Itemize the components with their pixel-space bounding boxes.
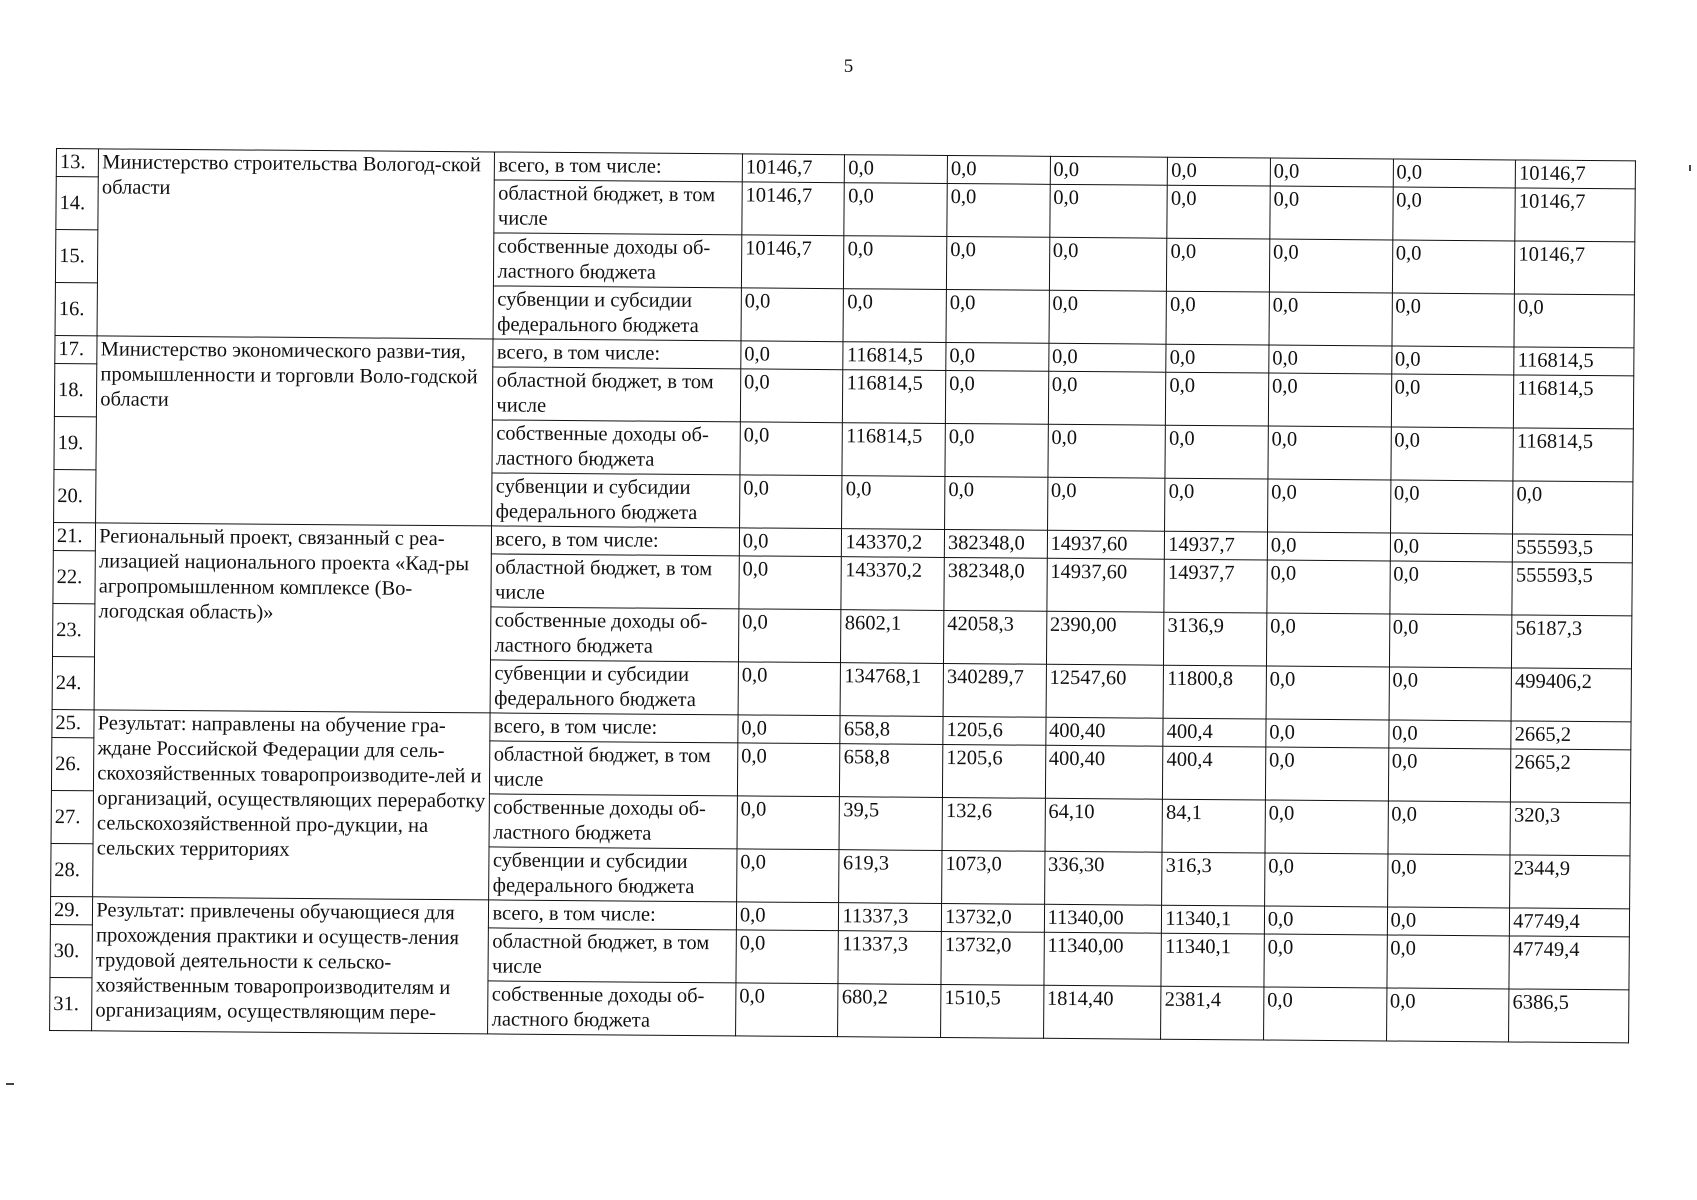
row-number: 16. bbox=[55, 282, 98, 335]
year-value: 11340,1 bbox=[1162, 905, 1265, 934]
year-value: 0,0 bbox=[1267, 532, 1390, 561]
total-value: 0,0 bbox=[1513, 481, 1633, 535]
year-value: 336,30 bbox=[1044, 851, 1162, 905]
row-number: 28. bbox=[51, 843, 94, 896]
funding-source: всего, в том числе: bbox=[495, 152, 743, 182]
year-value: 0,0 bbox=[945, 423, 1048, 477]
year-value: 14937,60 bbox=[1047, 558, 1165, 612]
year-value: 0,0 bbox=[1269, 345, 1392, 374]
year-value: 0,0 bbox=[1388, 801, 1511, 855]
total-value: 320,3 bbox=[1510, 802, 1630, 856]
year-value: 0,0 bbox=[1165, 425, 1268, 479]
funding-source: всего, в том числе: bbox=[493, 339, 741, 369]
year-value: 0,0 bbox=[1388, 748, 1511, 802]
row-number: 19. bbox=[54, 416, 97, 469]
year-value: 0,0 bbox=[740, 369, 843, 423]
year-value: 0,0 bbox=[1049, 237, 1167, 291]
year-value: 0,0 bbox=[1387, 907, 1510, 936]
year-value: 11337,3 bbox=[838, 931, 941, 985]
budget-table-container bbox=[49, 148, 1636, 1043]
row-number: 14. bbox=[56, 177, 99, 230]
total-value: 499406,2 bbox=[1511, 668, 1631, 722]
year-value: 0,0 bbox=[845, 155, 948, 184]
year-value: 0,0 bbox=[1048, 424, 1166, 478]
year-value: 400,4 bbox=[1163, 718, 1266, 747]
row-number: 23. bbox=[53, 603, 96, 656]
funding-source: областной бюджет, в том числе bbox=[488, 928, 736, 983]
funding-source: всего, в том числе: bbox=[490, 713, 738, 743]
year-value: 0,0 bbox=[1264, 906, 1387, 935]
year-value: 0,0 bbox=[1393, 159, 1516, 188]
row-number: 27. bbox=[51, 790, 94, 843]
year-value: 11800,8 bbox=[1163, 665, 1266, 719]
year-value: 0,0 bbox=[945, 476, 1048, 530]
year-value: 0,0 bbox=[1268, 426, 1391, 480]
year-value: 0,0 bbox=[946, 236, 1049, 290]
year-value: 0,0 bbox=[1388, 720, 1511, 749]
year-value: 0,0 bbox=[736, 930, 839, 984]
year-value: 0,0 bbox=[1266, 719, 1389, 748]
year-value: 14937,60 bbox=[1047, 530, 1165, 559]
year-value: 0,0 bbox=[1386, 988, 1509, 1042]
funding-source: областной бюджет, в том числе bbox=[491, 554, 739, 609]
year-value: 0,0 bbox=[738, 609, 841, 663]
year-value: 0,0 bbox=[739, 556, 842, 610]
year-value: 0,0 bbox=[1166, 291, 1269, 345]
year-value: 680,2 bbox=[838, 984, 941, 1038]
year-value: 116814,5 bbox=[842, 423, 945, 477]
year-value: 0,0 bbox=[741, 288, 844, 342]
row-number: 17. bbox=[55, 335, 97, 363]
total-value: 47749,4 bbox=[1509, 936, 1629, 990]
year-value: 0,0 bbox=[1168, 157, 1271, 186]
year-value: 0,0 bbox=[1048, 371, 1166, 425]
year-value: 0,0 bbox=[1167, 238, 1270, 292]
year-value: 14937,7 bbox=[1165, 531, 1268, 560]
year-value: 1510,5 bbox=[941, 984, 1044, 1038]
margin-mark bbox=[6, 1083, 14, 1085]
year-value: 10146,7 bbox=[741, 235, 844, 289]
year-value: 143370,2 bbox=[841, 557, 944, 611]
funding-source: субвенции и субсидии федерального бюджета bbox=[493, 286, 741, 341]
year-value: 0,0 bbox=[1270, 158, 1393, 187]
year-value: 0,0 bbox=[945, 370, 1048, 424]
year-value: 0,0 bbox=[1389, 614, 1512, 668]
year-value: 0,0 bbox=[739, 475, 842, 529]
table-body bbox=[50, 149, 1636, 1043]
year-value: 0,0 bbox=[1386, 935, 1509, 989]
row-number: 15. bbox=[55, 230, 98, 283]
year-value: 0,0 bbox=[1048, 343, 1166, 372]
margin-mark bbox=[1689, 165, 1691, 171]
year-value: 0,0 bbox=[1263, 987, 1386, 1041]
total-value: 555593,5 bbox=[1513, 534, 1633, 563]
row-number: 13. bbox=[56, 149, 98, 177]
total-value: 116814,5 bbox=[1513, 428, 1633, 482]
year-value: 340289,7 bbox=[943, 663, 1046, 717]
year-value: 0,0 bbox=[1392, 240, 1515, 294]
year-value: 1205,6 bbox=[942, 744, 1045, 798]
year-value: 0,0 bbox=[737, 743, 840, 797]
year-value: 400,4 bbox=[1163, 746, 1266, 800]
row-number: 20. bbox=[54, 469, 97, 522]
year-value: 0,0 bbox=[741, 341, 844, 370]
year-value: 143370,2 bbox=[842, 529, 945, 558]
year-value: 0,0 bbox=[843, 289, 946, 343]
year-value: 0,0 bbox=[946, 342, 1049, 371]
year-value: 0,0 bbox=[1390, 533, 1513, 562]
budget-table bbox=[49, 148, 1636, 1043]
total-value: 2344,9 bbox=[1510, 855, 1630, 909]
year-value: 0,0 bbox=[1392, 187, 1515, 241]
funding-source: субвенции и субсидии федерального бюджета bbox=[491, 660, 739, 715]
year-value: 0,0 bbox=[1265, 747, 1388, 801]
funding-source: областной бюджет, в том числе bbox=[490, 741, 738, 796]
year-value: 0,0 bbox=[1049, 290, 1167, 344]
year-value: 8602,1 bbox=[841, 610, 944, 664]
total-value: 555593,5 bbox=[1512, 562, 1632, 616]
year-value: 400,40 bbox=[1045, 717, 1163, 746]
year-value: 0,0 bbox=[1050, 156, 1168, 185]
total-value: 2665,2 bbox=[1511, 721, 1631, 750]
year-value: 0,0 bbox=[740, 422, 843, 476]
year-value: 0,0 bbox=[1265, 800, 1388, 854]
year-value: 0,0 bbox=[1264, 853, 1387, 907]
year-value: 1073,0 bbox=[942, 850, 1045, 904]
row-number: 21. bbox=[53, 522, 95, 550]
year-value: 11340,00 bbox=[1044, 932, 1162, 986]
funding-source: собственные доходы об-ластного бюджета bbox=[492, 420, 740, 475]
funding-source: всего, в том числе: bbox=[492, 526, 740, 556]
total-value: 56187,3 bbox=[1512, 615, 1632, 669]
year-value: 0,0 bbox=[1166, 372, 1269, 426]
year-value: 42058,3 bbox=[944, 610, 1047, 664]
year-value: 12547,60 bbox=[1046, 664, 1164, 718]
year-value: 0,0 bbox=[1389, 667, 1512, 721]
year-value: 0,0 bbox=[844, 236, 947, 290]
year-value: 0,0 bbox=[1264, 934, 1387, 988]
year-value: 84,1 bbox=[1162, 799, 1265, 853]
year-value: 0,0 bbox=[1387, 854, 1510, 908]
year-value: 0,0 bbox=[738, 715, 841, 744]
year-value: 0,0 bbox=[1392, 293, 1515, 347]
year-value: 0,0 bbox=[1167, 185, 1270, 239]
year-value: 10146,7 bbox=[742, 154, 845, 183]
row-number: 18. bbox=[54, 363, 97, 416]
year-value: 13732,0 bbox=[941, 931, 1044, 985]
year-value: 0,0 bbox=[737, 796, 840, 850]
year-value: 0,0 bbox=[1390, 427, 1513, 481]
row-number: 29. bbox=[50, 896, 92, 924]
year-value: 0,0 bbox=[1390, 480, 1513, 534]
funding-source: областной бюджет, в том числе bbox=[493, 367, 741, 422]
year-value: 0,0 bbox=[1269, 239, 1392, 293]
funding-source: областной бюджет, в том числе bbox=[494, 180, 742, 235]
year-value: 0,0 bbox=[947, 156, 1050, 185]
year-value: 0,0 bbox=[1269, 292, 1392, 346]
funding-source: субвенции и субсидии федерального бюджета bbox=[489, 847, 737, 902]
year-value: 0,0 bbox=[844, 183, 947, 237]
funding-source: субвенции и субсидии федерального бюджета bbox=[492, 473, 740, 528]
total-value: 116814,5 bbox=[1514, 347, 1634, 376]
responsible-executor: Министерство экономического разви-тия, промышленности и торговли Воло-годской области bbox=[96, 336, 494, 526]
total-value: 0,0 bbox=[1514, 294, 1634, 348]
funding-source: собственные доходы об-ластного бюджета bbox=[490, 794, 738, 849]
funding-source: всего, в том числе: bbox=[489, 900, 737, 930]
year-value: 658,8 bbox=[840, 744, 943, 798]
year-value: 0,0 bbox=[946, 289, 1049, 343]
year-value: 0,0 bbox=[1165, 478, 1268, 532]
year-value: 0,0 bbox=[1266, 613, 1389, 667]
total-value: 10146,7 bbox=[1515, 160, 1635, 189]
year-value: 0,0 bbox=[1047, 477, 1165, 531]
year-value: 11340,00 bbox=[1044, 904, 1162, 933]
year-value: 10146,7 bbox=[742, 182, 845, 236]
year-value: 1205,6 bbox=[943, 716, 1046, 745]
year-value: 11337,3 bbox=[839, 903, 942, 932]
year-value: 116814,5 bbox=[843, 342, 946, 371]
year-value: 0,0 bbox=[1267, 479, 1390, 533]
year-value: 13732,0 bbox=[941, 903, 1044, 932]
year-value: 382348,0 bbox=[944, 529, 1047, 558]
total-value: 116814,5 bbox=[1514, 375, 1634, 429]
row-number: 30. bbox=[50, 924, 93, 977]
funding-source: собственные доходы об-ластного бюджета bbox=[491, 607, 739, 662]
responsible-executor: Министерство строительства Вологод-ской области bbox=[97, 149, 495, 339]
year-value: 0,0 bbox=[739, 528, 842, 557]
year-value: 619,3 bbox=[839, 850, 942, 904]
total-value: 10146,7 bbox=[1515, 188, 1635, 242]
total-value: 2665,2 bbox=[1511, 749, 1631, 803]
year-value: 14937,7 bbox=[1164, 559, 1267, 613]
year-value: 134768,1 bbox=[841, 663, 944, 717]
year-value: 0,0 bbox=[1270, 186, 1393, 240]
year-value: 0,0 bbox=[842, 476, 945, 530]
row-number: 22. bbox=[53, 550, 96, 603]
year-value: 0,0 bbox=[1389, 561, 1512, 615]
total-value: 47749,4 bbox=[1510, 908, 1630, 937]
responsible-executor: Региональный проект, связанный с реа-лизацией национального проекта «Кад-ры агропромышленном комплексе (Во-логодская область)» bbox=[94, 523, 492, 713]
row-number: 25. bbox=[52, 709, 94, 737]
year-value: 2390,00 bbox=[1046, 611, 1164, 665]
year-value: 400,40 bbox=[1045, 745, 1163, 799]
year-value: 0,0 bbox=[1267, 560, 1390, 614]
year-value: 0,0 bbox=[1266, 666, 1389, 720]
total-value: 10146,7 bbox=[1515, 241, 1635, 295]
year-value: 0,0 bbox=[1391, 346, 1514, 375]
year-value: 11340,1 bbox=[1161, 933, 1264, 987]
year-value: 2381,4 bbox=[1161, 986, 1264, 1040]
row-number: 31. bbox=[50, 977, 93, 1030]
row-number: 24. bbox=[52, 656, 95, 709]
year-value: 116814,5 bbox=[843, 370, 946, 424]
year-value: 0,0 bbox=[1166, 344, 1269, 373]
year-value: 1814,40 bbox=[1043, 985, 1161, 1039]
year-value: 0,0 bbox=[1049, 184, 1167, 238]
year-value: 3136,9 bbox=[1164, 612, 1267, 666]
year-value: 0,0 bbox=[736, 849, 839, 903]
year-value: 658,8 bbox=[840, 716, 943, 745]
year-value: 132,6 bbox=[942, 797, 1045, 851]
year-value: 0,0 bbox=[1268, 373, 1391, 427]
year-value: 39,5 bbox=[839, 797, 942, 851]
year-value: 0,0 bbox=[1391, 374, 1514, 428]
year-value: 0,0 bbox=[735, 983, 838, 1037]
row-number: 26. bbox=[51, 737, 94, 790]
responsible-executor: Результат: направлены на обучение гра-ждане Российской Федерации для сель-скохозяйственных товаропроизводите-лей и организаций, осуществляющих переработку сельскохозяйственной про-дукции, на сельских территориях bbox=[93, 710, 491, 900]
responsible-executor: Результат: привлечены обучающиеся для прохождения практики и осуществ-ления трудовой деятельности к сельско-хозяйственным товаропроизводителям и организациям, осуществляющим пере- bbox=[92, 897, 489, 1034]
funding-source: собственные доходы об-ластного бюджета bbox=[494, 233, 742, 288]
year-value: 64,10 bbox=[1045, 798, 1163, 852]
page-number: 5 bbox=[843, 56, 854, 77]
year-value: 0,0 bbox=[947, 184, 1050, 238]
year-value: 0,0 bbox=[738, 662, 841, 716]
year-value: 0,0 bbox=[736, 902, 839, 931]
total-value: 6386,5 bbox=[1509, 989, 1629, 1043]
year-value: 382348,0 bbox=[944, 557, 1047, 611]
funding-source: собственные доходы об-ластного бюджета bbox=[488, 981, 736, 1036]
year-value: 316,3 bbox=[1162, 852, 1265, 906]
